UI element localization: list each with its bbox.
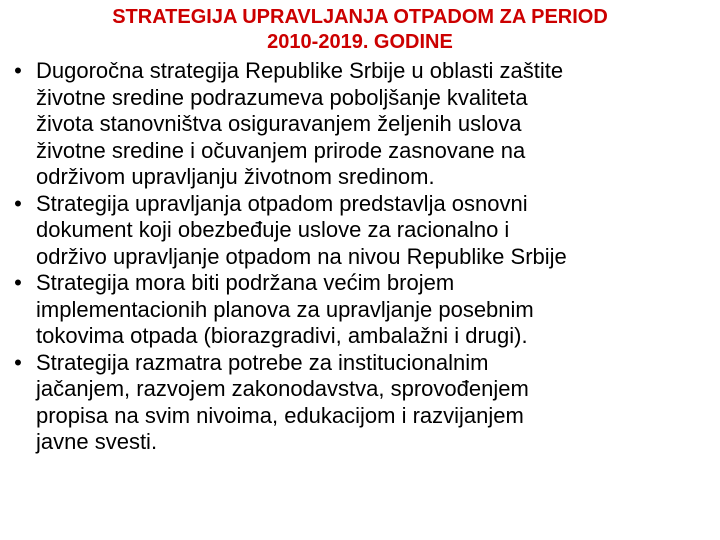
bullet-dot-icon: • xyxy=(14,349,22,375)
bullet-line: propisa na svim nivoima, edukacijom i razvijanjem xyxy=(36,402,524,428)
bullet-item xyxy=(0,270,720,350)
bullet-text xyxy=(36,350,720,456)
bullet-line: Strategija upravljanja otpadom predstavlja osnovni xyxy=(36,190,528,216)
slide-title-line: STRATEGIJA UPRAVLJANJA OTPADOM ZA PERIOD xyxy=(112,6,608,28)
bullet-item xyxy=(0,191,720,271)
bullet-item xyxy=(0,350,720,456)
bullet-line: Strategija razmatra potrebe za institucionalnim xyxy=(36,349,489,375)
bullet-text xyxy=(36,58,720,191)
slide-title-line: 2010-2019. GODINE xyxy=(267,31,453,53)
bullet-line: dokument koji obezbeđuje uslove za racionalno i xyxy=(36,217,510,242)
bullet-line: održivom upravljanju životnom sredinom. xyxy=(36,164,435,189)
bullet-line: javne svesti. xyxy=(36,429,158,454)
bullet-dot-icon: • xyxy=(14,190,22,216)
bullet-line: tokovima otpada (biorazgradivi, ambalažni i drugi). xyxy=(36,323,528,348)
bullet-line: životne sredine i očuvanjem prirode zasnovane na xyxy=(36,137,526,163)
bullet-dot-icon: • xyxy=(14,58,22,83)
bullet-line: Dugoročna strategija Republike Srbije u oblasti zaštite xyxy=(36,58,564,83)
bullet-item xyxy=(0,58,720,191)
bullet-line: životne sredine podrazumeva poboljšanje kvaliteta xyxy=(36,84,528,110)
slide-title xyxy=(0,5,720,55)
bullet-line: Strategija mora biti podržana većim brojem xyxy=(36,270,455,295)
bullet-line: života stanovništva osiguravanjem željenih uslova xyxy=(36,111,522,136)
bullet-text xyxy=(36,270,720,350)
bullet-dot-icon: • xyxy=(14,270,22,295)
bullet-list xyxy=(0,58,720,456)
bullet-line: održivo upravljanje otpadom na nivou Republike Srbije xyxy=(36,243,567,269)
bullet-line: jačanjem, razvojem zakonodavstva, sprovođenjem xyxy=(36,376,529,401)
bullet-text xyxy=(36,191,720,271)
bullet-line: implementacionih planova za upravljanje posebnim xyxy=(36,296,534,322)
